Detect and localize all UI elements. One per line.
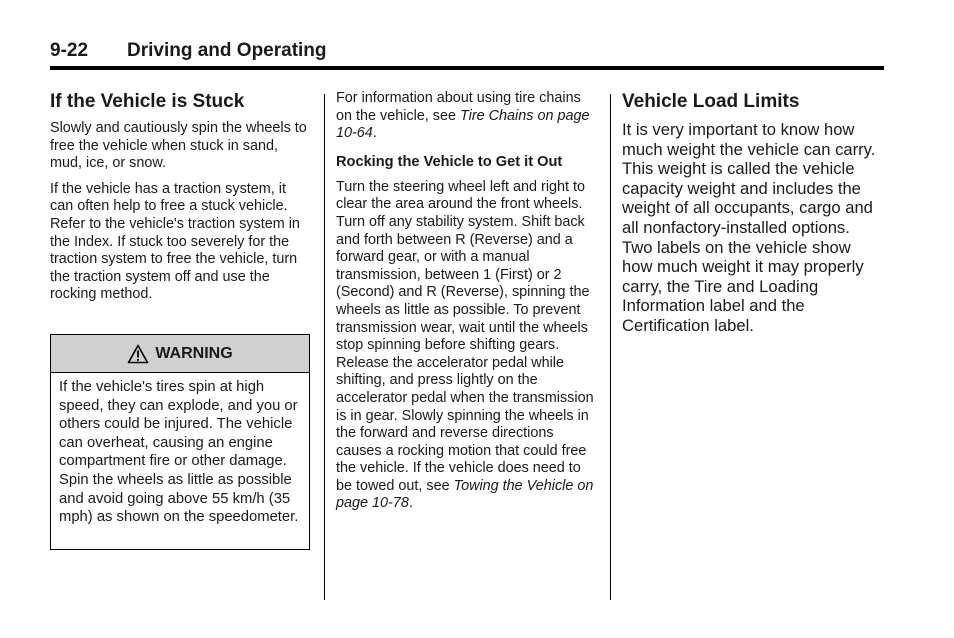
stuck-heading: If the Vehicle is Stuck <box>50 91 245 112</box>
stuck-paragraph-2: If the vehicle has a traction system, it can often help to free a stuck vehicle. Refer to the vehicle's traction system in the Index. If stuck too severely for the traction system to free the vehicle, turn the traction system off and use the rocking method. <box>50 180 300 303</box>
column-left <box>50 90 312 304</box>
column-divider <box>610 94 611 600</box>
tire-chains-end: . <box>372 125 377 142</box>
page-header <box>50 38 884 70</box>
warning-text: If the vehicle's tires spin at high speed, they can explode, and you or others could be injured. The vehicle can overheat, causing an engine compartment fire or other damage. Spin the wheels as little as possible and avoid going above 55 km/h (35 mph) as shown on the speedometer. <box>59 379 299 526</box>
rocking-end: . <box>408 495 413 512</box>
tire-chains-paragraph <box>336 90 598 143</box>
rocking-paragraph <box>336 179 598 513</box>
warning-box <box>50 334 310 550</box>
warning-header <box>51 335 309 373</box>
tire-chains-reference: Tire Chains on page 10-64 <box>336 107 590 142</box>
stuck-paragraph-1: Slowly and cautiously spin the wheels to free the vehicle when stuck in sand, mud, ice, or snow. <box>50 120 307 172</box>
column-divider <box>324 94 325 600</box>
page-number: 9-22 <box>50 40 89 61</box>
warning-triangle-icon <box>127 344 149 364</box>
rocking-text: Turn the steering wheel left and right to clear the area around the front wheels. Turn off any stability system. Shift back and forth between R (Reverse) and a forward gear, or with a manual transmission, between 1 (First) or 2 (Second) and R (Reverse), spinning the wheels as little as possible. To prevent transmission wear, wait until the wheels stop spinning before shifting gears. Release the accelerator pedal while shifting, and press lightly on the accelerator pedal when the transmission is in gear. Slowly spinning the wheels in the forward and reverse directions causes a rocking motion that could free the vehicle. If the vehicle does need to be towed out, see <box>336 178 594 494</box>
load-limits-paragraph: It is very important to know how much weight the vehicle can carry. This weight is called the vehicle capacity weight and includes the weight of all occupants, cargo and all nonfactory-installed options. Two labels on the vehicle show how much weight it may properly carry, the Tire and Loading Information label and the Certification label. <box>622 120 876 335</box>
warning-label: WARNING <box>155 344 233 362</box>
towing-reference: Towing the Vehicle on page 10-78 <box>336 477 594 512</box>
column-right <box>622 90 884 336</box>
column-middle <box>336 90 598 513</box>
rocking-subheading: Rocking the Vehicle to Get it Out <box>336 153 563 170</box>
tire-chains-text: For information about using tire chains on the vehicle, see <box>336 90 581 124</box>
load-limits-heading: Vehicle Load Limits <box>622 91 800 112</box>
section-title: Driving and Operating <box>127 40 327 61</box>
